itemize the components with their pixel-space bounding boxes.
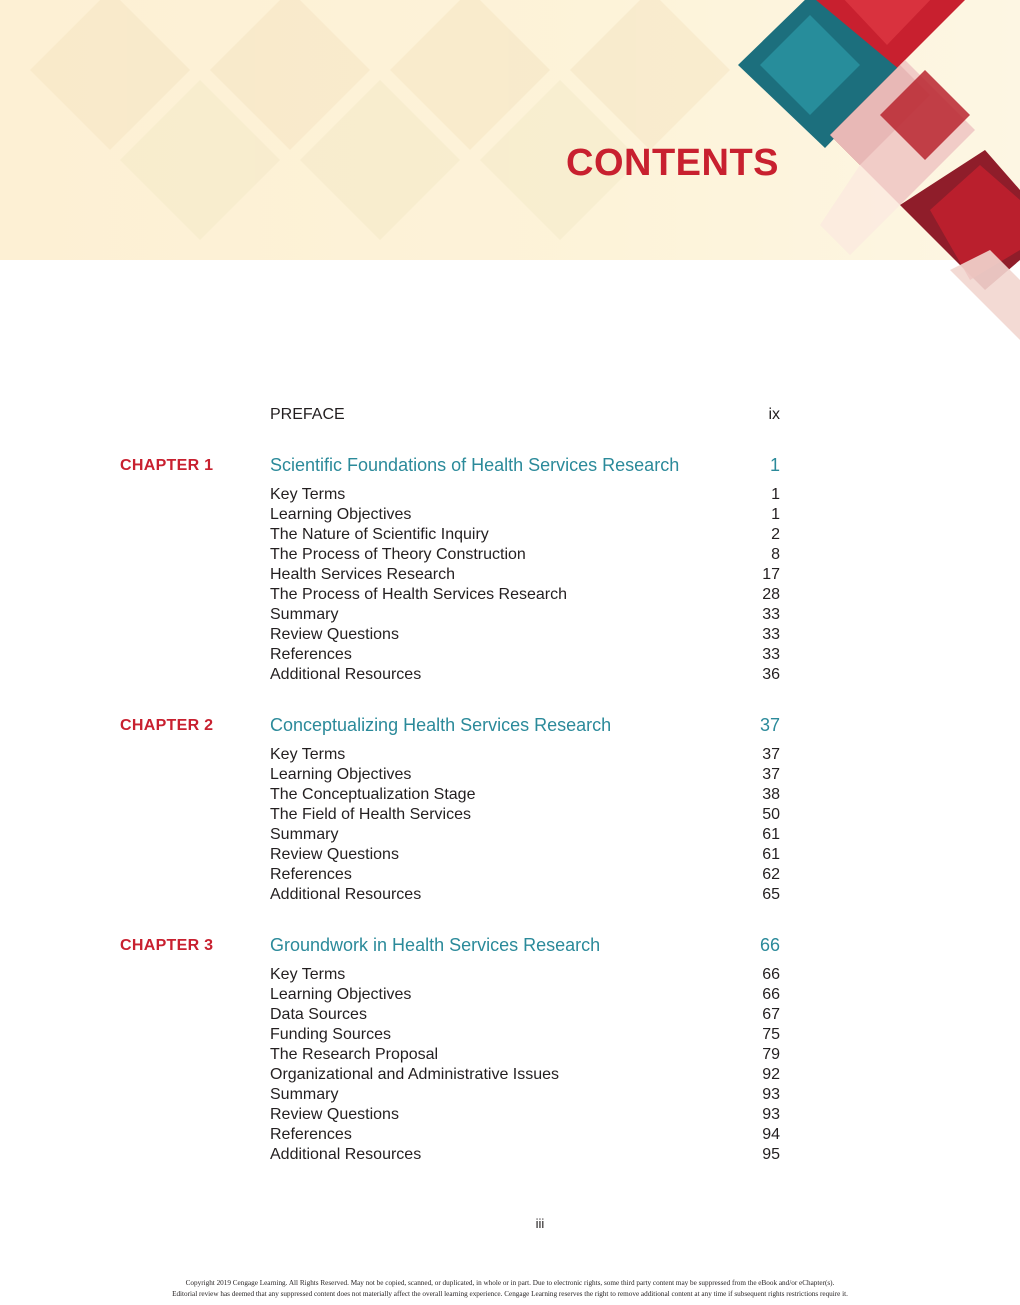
toc-entry-text: Learning Objectives xyxy=(270,506,412,523)
toc-entry-text: Review Questions xyxy=(270,626,399,643)
toc-entry[interactable] xyxy=(270,626,780,646)
toc-entry-text: Data Sources xyxy=(270,1006,367,1023)
toc-entry-page: 66 xyxy=(762,966,780,983)
toc-entry[interactable] xyxy=(270,786,780,806)
toc-entry-page: 36 xyxy=(762,666,780,683)
toc-entry-page: 62 xyxy=(762,866,780,883)
toc-entry-page: 67 xyxy=(762,1006,780,1023)
copyright-notice xyxy=(0,1278,1020,1300)
toc-entry-page: 92 xyxy=(762,1066,780,1083)
toc-entry-page: 1 xyxy=(771,506,780,523)
toc-entry-page: 2 xyxy=(771,526,780,543)
toc-entry[interactable] xyxy=(270,566,780,586)
toc-entry-page: 66 xyxy=(762,986,780,1003)
toc-entry-text: Review Questions xyxy=(270,1106,399,1123)
toc-entry[interactable] xyxy=(270,966,780,986)
toc-entry[interactable] xyxy=(270,826,780,846)
toc-entry-page: 79 xyxy=(762,1046,780,1063)
toc-entry-page: 95 xyxy=(762,1146,780,1163)
toc-entry-text: The Process of Theory Construction xyxy=(270,546,526,563)
toc-entry[interactable] xyxy=(270,866,780,886)
chapter-page-number: 1 xyxy=(769,455,780,475)
chapter-label: CHAPTER 3 xyxy=(120,937,214,954)
chapter-title-entry[interactable] xyxy=(270,935,780,956)
toc-entry-page: 50 xyxy=(762,806,780,823)
chapter-page-number: 66 xyxy=(759,935,780,955)
toc-entry-text: The Process of Health Services Research xyxy=(270,586,568,603)
toc-entry[interactable] xyxy=(270,1106,780,1126)
toc-entry-text: The Conceptualization Stage xyxy=(270,786,476,803)
toc-entry-page: 93 xyxy=(762,1086,780,1103)
toc-entry-page: 94 xyxy=(762,1126,780,1143)
toc-entry-page: 17 xyxy=(762,566,780,583)
toc-entry-page: 37 xyxy=(762,766,780,783)
toc-entry-page: 61 xyxy=(762,826,780,843)
toc-entry-text: Funding Sources xyxy=(270,1026,391,1043)
toc-entry[interactable] xyxy=(270,586,780,606)
toc-entry[interactable] xyxy=(270,1086,780,1106)
toc-entry[interactable] xyxy=(270,1046,780,1066)
toc-entry-text: Review Questions xyxy=(270,846,399,863)
toc-entry-text: Summary xyxy=(270,606,339,623)
toc-entry[interactable] xyxy=(270,526,780,546)
toc-entry[interactable] xyxy=(270,746,780,766)
toc-entry-page: 75 xyxy=(762,1026,780,1043)
toc-entry-page: 38 xyxy=(762,786,780,803)
toc-entry[interactable] xyxy=(270,986,780,1006)
page-folio: iii xyxy=(535,1216,545,1231)
toc-entry-page: 33 xyxy=(762,606,780,623)
toc-entry-text: The Research Proposal xyxy=(270,1046,439,1063)
chapter-title: Conceptualizing Health Services Research xyxy=(270,715,612,735)
toc-entry[interactable] xyxy=(270,646,780,666)
chapter-page-number: 37 xyxy=(759,715,780,735)
toc-entry-text: Key Terms xyxy=(270,746,346,763)
toc-entry-text: Summary xyxy=(270,1086,339,1103)
toc-entry[interactable] xyxy=(270,606,780,626)
toc-entry-page: 37 xyxy=(762,746,780,763)
toc-entry-page: 8 xyxy=(771,546,780,563)
toc-entry-text: Additional Resources xyxy=(270,1146,422,1163)
toc-entry-page: 61 xyxy=(762,846,780,863)
toc-entry-text: The Field of Health Services xyxy=(270,806,471,823)
preface-label: PREFACE xyxy=(270,406,345,423)
toc-entry-text: The Nature of Scientific Inquiry xyxy=(270,526,489,543)
toc-entry-page: 1 xyxy=(771,486,780,503)
toc-entry-text: Key Terms xyxy=(270,966,346,983)
toc-entry-text: Additional Resources xyxy=(270,886,422,903)
toc-entry-text: Learning Objectives xyxy=(270,766,412,783)
toc-entry[interactable] xyxy=(270,546,780,566)
copyright-line: Copyright 2019 Cengage Learning. All Rights Reserved. May not be copied, scanned, or duplicated, in whole or in part. Due to electronic rights, some third party content may be suppressed from the eBook and/or eChapter(s). xyxy=(185,1279,835,1287)
toc-entry[interactable] xyxy=(270,1066,780,1086)
toc-entry-text: References xyxy=(270,866,352,883)
toc-entry-text: Additional Resources xyxy=(270,666,422,683)
toc-entry-text: Learning Objectives xyxy=(270,986,412,1003)
toc-entry-page: 28 xyxy=(762,586,780,603)
toc-entry-page: 93 xyxy=(762,1106,780,1123)
toc-entry-page: 65 xyxy=(762,886,780,903)
toc-entry-text: References xyxy=(270,1126,352,1143)
toc-entry-text: Key Terms xyxy=(270,486,346,503)
toc-entry[interactable] xyxy=(270,1026,780,1046)
page-title: CONTENTS xyxy=(566,142,779,184)
toc-entry[interactable] xyxy=(270,806,780,826)
preface-entry[interactable] xyxy=(270,406,780,426)
toc-entry[interactable] xyxy=(270,506,780,526)
toc-entry[interactable] xyxy=(270,1146,780,1166)
chapter-label: CHAPTER 2 xyxy=(120,717,214,734)
toc-entry-page: 33 xyxy=(762,626,780,643)
chapter-title-entry[interactable] xyxy=(270,715,780,736)
toc-entry[interactable] xyxy=(270,486,780,506)
toc-entry-text: Summary xyxy=(270,826,339,843)
toc-entry[interactable] xyxy=(270,1126,780,1146)
toc-entry-text: Health Services Research xyxy=(270,566,455,583)
toc-entry-text: Organizational and Administrative Issues xyxy=(270,1066,560,1083)
toc-entry[interactable] xyxy=(270,846,780,866)
toc-entry[interactable] xyxy=(270,886,780,906)
toc-entry[interactable] xyxy=(270,666,780,686)
chapter-title: Groundwork in Health Services Research xyxy=(270,935,601,955)
toc-entry[interactable] xyxy=(270,1006,780,1026)
toc-entry-text: References xyxy=(270,646,352,663)
chapter-title: Scientific Foundations of Health Services Research xyxy=(270,455,680,475)
toc-entry[interactable] xyxy=(270,766,780,786)
preface-page-number: ix xyxy=(768,406,780,423)
chapter-label: CHAPTER 1 xyxy=(120,457,214,474)
copyright-line: Editorial review has deemed that any suppressed content does not materially affect the overall learning experience. Cengage Learning reserves the right to remove additional content at any time if subsequent rights restrictions require it. xyxy=(172,1290,848,1298)
chapter-title-entry[interactable] xyxy=(270,455,780,476)
toc-entry-page: 33 xyxy=(762,646,780,663)
